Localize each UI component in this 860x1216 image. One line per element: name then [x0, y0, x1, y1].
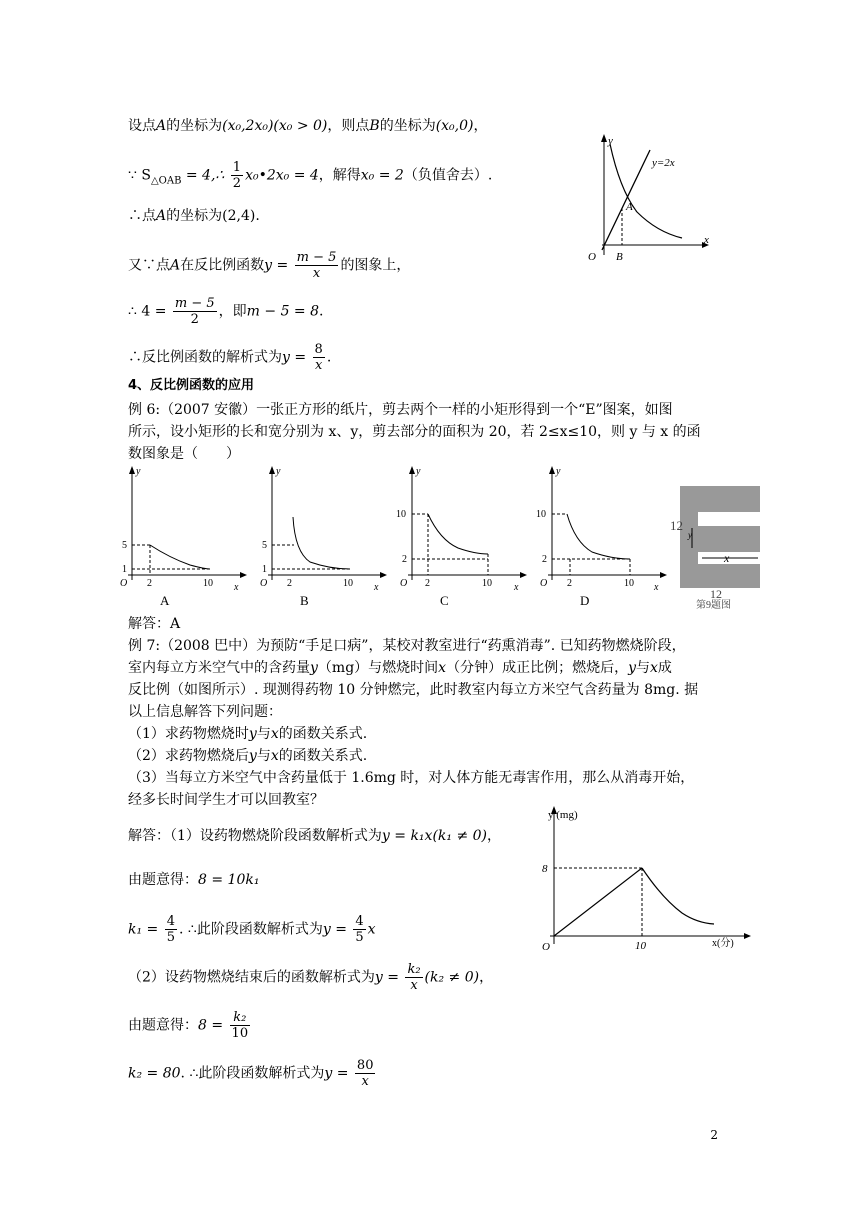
fig7-y8: 8: [542, 863, 548, 875]
question-2: （2）求药物燃烧后y与x的函数关系式.: [128, 748, 368, 764]
fraction-k2-over-x: $\frac{\text{k₂}}{x}$: [407, 962, 421, 993]
e-y-label: y: [688, 530, 692, 540]
example-6-line-3: 数图象是（ ）: [128, 446, 240, 462]
e-caption: 第9题图: [696, 600, 731, 610]
fraction-80-over-x: $\frac{80}{x}$: [356, 1058, 374, 1089]
solution-3: k₁ = $\frac{4}{5}$ . ∴此阶段函数解析式为y = $\frac{4}{5}$ x: [128, 914, 376, 945]
fig1-y-arrow: [601, 134, 607, 142]
e-x-label: x: [724, 551, 730, 565]
fraction-4-over-5-b: $\frac{4}{5}$: [355, 914, 364, 945]
opt-d-origin: O: [540, 578, 548, 589]
opt-d-letter: D: [580, 593, 590, 608]
opt-d-curve: [567, 514, 630, 559]
solution-2: 由题意得：8 = 10k₁: [128, 872, 260, 888]
page-number: 2: [710, 1128, 718, 1142]
opt-b-y-label: y: [276, 466, 281, 477]
opt-c-x-label: x: [514, 582, 519, 593]
text-line-6: ∴反比例函数的解析式为y = $\frac{8}{x}$ .: [128, 342, 332, 373]
fig7-y-label: y (mg): [548, 809, 578, 821]
fig1-point-a: A: [626, 201, 633, 213]
opt-b-x2: 10: [343, 578, 353, 589]
opt-b-bottom: 1: [262, 564, 267, 575]
opt-c-x1: 2: [425, 578, 430, 589]
fig1-line-label: y=2x: [652, 157, 675, 169]
opt-c-y-label: y: [416, 466, 421, 477]
opt-b-x-label: x: [374, 582, 379, 593]
text-line-1: 设点A的坐标为(x₀,2x₀)(x₀ > 0)，则点B的坐标为(x₀,0)，: [128, 118, 488, 134]
text-line-4: 又∵点A在反比例函数y = $\frac{m - 5}{x}$ 的图象上，: [128, 250, 411, 281]
opt-b-origin: O: [260, 578, 268, 589]
fig7-x10: 10: [635, 940, 646, 952]
fraction-m5-over-x: $\frac{m - 5}{x}$: [296, 250, 337, 281]
opt-a-top: 5: [122, 540, 127, 551]
option-graph-b: [260, 466, 387, 608]
fig1-point-b: B: [616, 251, 623, 263]
opt-c-origin: O: [400, 578, 408, 589]
question-1: （1）求药物燃烧时y与x的函数关系式.: [128, 726, 368, 742]
fig1-x-label: x: [704, 234, 709, 246]
opt-d-x1: 2: [567, 578, 572, 589]
opt-b-curve: [293, 517, 350, 569]
option-graph-d: [536, 466, 667, 608]
example-7-line-4: 以上信息解答下列问题：: [128, 704, 282, 720]
opt-a-x1: 2: [147, 578, 152, 589]
fig7-x-label: x(分): [712, 938, 734, 949]
fraction-m5-over-2: $\frac{m - 5}{2}$: [174, 296, 215, 327]
e-shape-figure: [670, 482, 770, 610]
solution-4: （2）设药物燃烧结束后的函数解析式为y = $\frac{\text{k₂}}{x}$ (k₂ ≠ 0)，: [128, 962, 494, 993]
figure-line-and-hyperbola: [582, 130, 712, 265]
section-heading: 4、反比例函数的应用: [128, 378, 255, 393]
opt-d-x2: 10: [624, 578, 634, 589]
opt-d-bottom: 2: [542, 554, 547, 565]
opt-a-x-label: x: [234, 582, 239, 593]
fraction-8-over-x: $\frac{8}{x}$: [314, 342, 323, 373]
opt-a-y-label: y: [136, 466, 141, 477]
fig7-hyperbola: [642, 868, 714, 924]
option-graph-a: [120, 466, 247, 608]
fig7-line-segment: [554, 868, 642, 936]
example-7-line-1: 例 7:（2008 巴中）为预防“手足口病”，某校对教室进行“药熏消毒”. 已知药物燃烧阶段，: [128, 638, 686, 654]
opt-a-origin: O: [120, 578, 128, 589]
opt-b-x1: 2: [287, 578, 292, 589]
question-3-cont: 经多长时间学生才可以回教室？: [128, 792, 324, 808]
opt-d-x-label: x: [654, 582, 659, 593]
fig1-line-y2x: [602, 150, 650, 250]
e-side-label: 12: [670, 518, 683, 533]
opt-c-letter: C: [440, 593, 449, 608]
opt-a-bottom: 1: [122, 564, 127, 575]
answer-6: 解答：A: [128, 616, 181, 632]
opt-b-letter: B: [300, 593, 309, 608]
opt-c-top: 10: [396, 509, 406, 520]
opt-a-letter: A: [160, 593, 170, 608]
text-line-5: ∴ 4 = $\frac{m - 5}{2}$ ，即m − 5 = 8.: [128, 296, 324, 327]
opt-b-top: 5: [262, 540, 267, 551]
opt-c-curve: [428, 514, 488, 554]
solution-1: 解答：（1）设药物燃烧阶段函数解析式为y = k₁x(k₁ ≠ 0)，: [128, 828, 501, 844]
figure-drug-concentration: [522, 798, 762, 958]
opt-a-curve: [150, 545, 210, 569]
example-7-line-3: 反比例（如图所示）. 现测得药物 10 分钟燃完，此时教室内每立方米空气含药量为 8mg. 据: [128, 682, 699, 698]
opt-a-x2: 10: [203, 578, 213, 589]
solution-6: k₂ = 80. ∴此阶段函数解析式为y = $\frac{80}{x}$: [128, 1058, 374, 1089]
example-7-line-2: 室内每立方米空气中的含药量y（mg）与燃烧时间x（分钟）成正比例；燃烧后，y与x成: [128, 660, 672, 676]
fraction-4-over-5: $\frac{4}{5}$: [166, 914, 176, 945]
fraction-half: $\frac{1}{2}$: [232, 160, 242, 191]
text-line-3: ∴点A的坐标为(2,4).: [128, 208, 260, 224]
solution-5: 由题意得：8 = $\frac{\text{k₂}}{10}$: [128, 1010, 249, 1041]
e-bottom-label: 12: [710, 587, 722, 601]
fraction-k2-over-10: $\frac{\text{k₂}}{10}$: [231, 1010, 249, 1041]
fig1-y-label: y: [608, 135, 613, 147]
example-6-line-2: 所示，设小矩形的长和宽分别为 x、y，剪去部分的面积为 20，若 2≤x≤10，则 y 与 x 的函: [128, 424, 701, 440]
opt-d-top: 10: [536, 509, 546, 520]
option-graphs: [110, 462, 670, 612]
question-3: （3）当每立方米空气中含药量低于 1.6mg 时，对人体方能无毒害作用，那么从消毒开始，: [128, 770, 695, 786]
fig7-origin: O: [542, 941, 550, 953]
opt-c-bottom: 2: [402, 554, 407, 565]
opt-d-y-label: y: [556, 466, 561, 477]
option-graph-c: [396, 466, 527, 608]
example-6-line-1: 例 6:（2007 安徽）一张正方形的纸片，剪去两个一样的小矩形得到一个“E”图案，如图: [128, 402, 673, 418]
opt-c-x2: 10: [482, 578, 492, 589]
text-line-2: ∵ $S_{\triangle OAB}$ = 4,∴ $\frac{1}{2}$ x₀•2x₀ = 4，解得x₀ = 2（负值舍去）.: [128, 160, 493, 191]
fig1-origin: O: [588, 251, 596, 263]
